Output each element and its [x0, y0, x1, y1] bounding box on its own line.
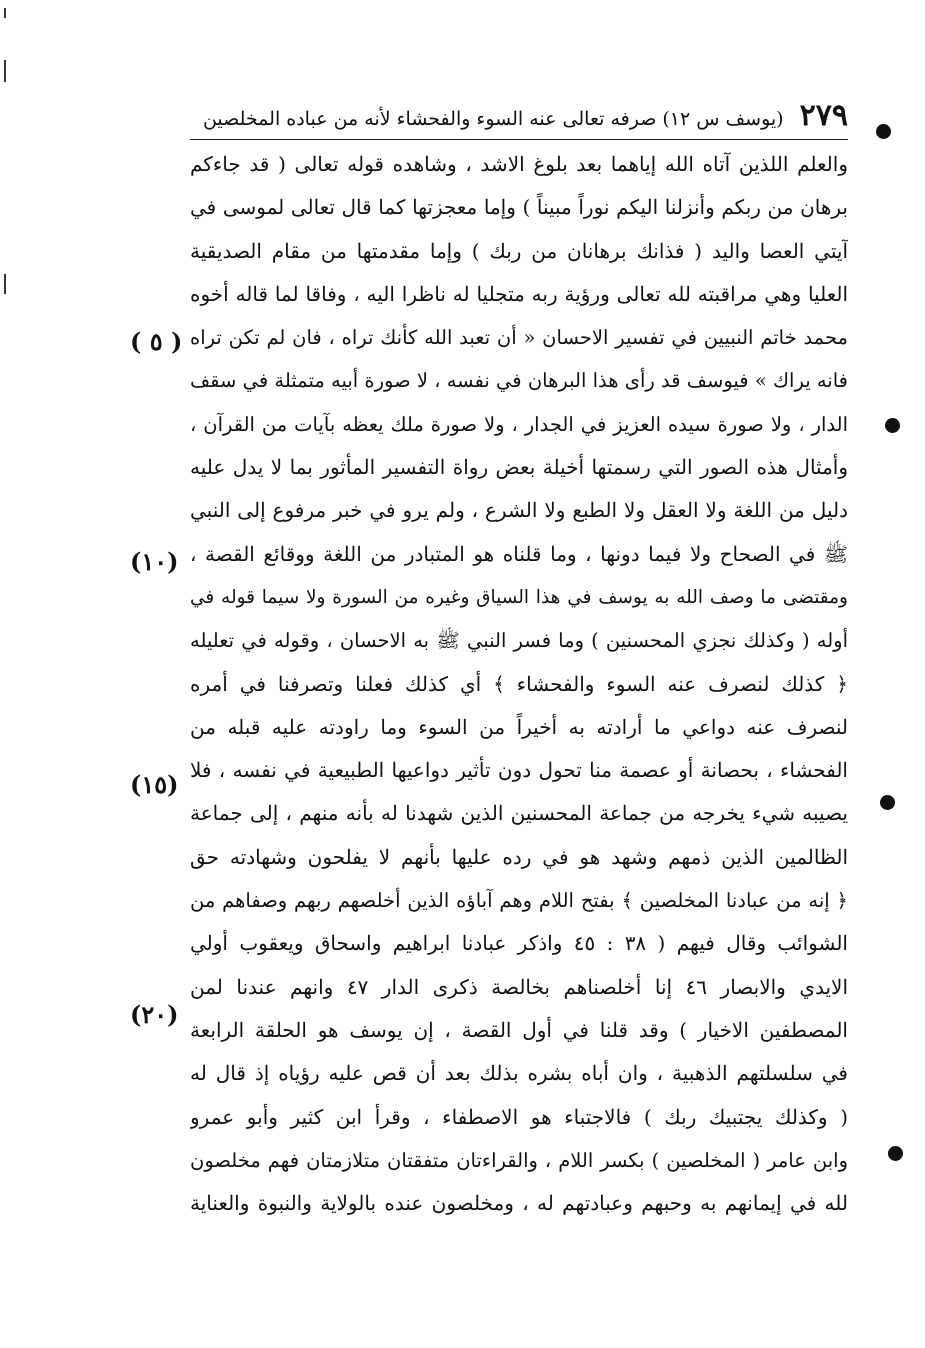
text-line: لله في إيمانهم به وحبهم وعبادتهم له ، ومخلصون عنده بالولاية والنبوة والعناية [190, 1191, 848, 1216]
text-line: لنصرف عنه دواعي ما أرادته به أخيراً من السوء وما راودته عليه قبله من [190, 714, 848, 739]
text-line: آيتي العصا واليد ( فذانك برهانان من ربك ) وإما مقدمتها من مقام الصديقية [190, 238, 848, 263]
text-line: والعلم اللذين آتاه الله إياهما بعد بلوغ الاشد ، وشاهده قوله تعالى ( قد جاءكم [190, 152, 848, 176]
text-line: ومقتضى ما وصف الله به يوسف في هذا السياق وغيره من السورة ولا سيما قوله في [190, 586, 848, 608]
text-line: وابن عامر ( المخلصين ) بكسر اللام ، والقراءتان متفقتان متلازمتان فهم مخلصون [190, 1148, 848, 1172]
line-number-5: ( ٥ ) [130, 327, 183, 356]
binding-hole [885, 418, 900, 433]
body-text [190, 143, 848, 1225]
text-line: فانه يراك » فيوسف قد رأى هذا البرهان في نفسه ، لا صورة أبيه متمثلة في سقف [190, 369, 848, 393]
text-line: ﴿ كذلك لنصرف عنه السوء والفحشاء ﴾ أي كذلك فعلنا وتصرفنا في أمره [190, 671, 848, 696]
line-number-10: (١٠) [130, 547, 179, 576]
header-rule [190, 139, 848, 140]
text-line: المصطفين الاخيار ) وقد قلنا في أول القصة ، إن يوسف هو الحلقة الرابعة [190, 1017, 848, 1042]
binding-hole [876, 124, 891, 139]
running-title: (يوسف س ١٢) صرفه تعالى عنه السوء والفحشاء لأنه من عباده المخلصين [202, 108, 784, 130]
text-line: الفحشاء ، بحصانة أو عصمة منا تحول دون تأثير دواعيها الطبيعية في نفسه ، فلا [190, 758, 848, 783]
binding-hole [888, 1146, 903, 1161]
text-line: الظالمين الذين ذمهم وشهد هو في رده عليها بأنهم لا يفلحون وشهادته حق [190, 844, 848, 869]
text-line: يصيبه شيء يخرجه من جماعة المحسنين الذين شهدنا له بأنه منهم ، إلى جماعة [190, 801, 848, 826]
line-number-20: (٢٠) [130, 1000, 179, 1029]
binding-hole [880, 795, 895, 810]
text-line: ﴿ إنه من عبادنا المخلصين ﴾ بفتح اللام وهم آباؤه الذين أخلصهم ربهم وصفاهم من [190, 889, 848, 913]
text-line: العليا وهي مراقبته لله تعالى ورؤية ربه متجليا له ناظرا اليه ، وفاقا لما قاله أخوه [190, 281, 848, 306]
text-line: ﷺ في الصحاح ولا فيما دونها ، وما قلناه هو المتبادر من اللغة ووقائع القصة ، [190, 541, 848, 566]
text-line: الايدي والابصار ٤٦ إنا أخلصناهم بخالصة ذكرى الدار ٤٧ وانهم عندنا لمن [190, 974, 848, 999]
text-line: الدار ، ولا صورة سيده العزيز في الجدار ، ولا صورة ملك يعظه بآيات من القرآن ، [190, 412, 848, 436]
line-number-15: (١٥) [130, 770, 179, 799]
text-line: وأمثال هذه الصور التي رسمتها أخيلة بعض رواة التفسير المأثور بما لا يدل عليه [190, 455, 848, 480]
margin-tick [4, 274, 6, 294]
text-line: الشوائب وقال فيهم ( ٣٨ : ٤٥ واذكر عبادنا ابراهيم واسحاق ويعقوب أولي [190, 931, 848, 956]
margin-tick [4, 60, 6, 82]
margin-tick [4, 8, 6, 18]
text-line: في سلسلتهم الذهبية ، وان أباه بشره بذلك بعد أن قص عليه رؤياه إذ قال له [190, 1061, 848, 1086]
text-line: برهان من ربكم وأنزلنا اليكم نوراً مبيناً ) وإما معجزتها كما قال تعالى لموسى في [190, 195, 848, 220]
text-line: محمد خاتم النبيين في تفسير الاحسان « أن تعبد الله كأنك تراه ، فان لم تكن تراه [190, 326, 848, 350]
page-number: ٢٧٩ [799, 98, 848, 133]
text-line: أوله ( وكذلك نجزي المحسنين ) وما فسر النبي ﷺ به الاحسان ، وقوله في تعليله [190, 629, 848, 653]
running-header [190, 95, 848, 137]
text-line: دليل من اللغة ولا العقل ولا الطبع ولا الشرع ، ولم يرو في خبر مرفوع إلى النبي [190, 498, 848, 523]
text-line: ( وكذلك يجتبيك ربك ) فالاجتباء هو الاصطفاء ، وقرأ ابن كثير وأبو عمرو [190, 1104, 848, 1129]
